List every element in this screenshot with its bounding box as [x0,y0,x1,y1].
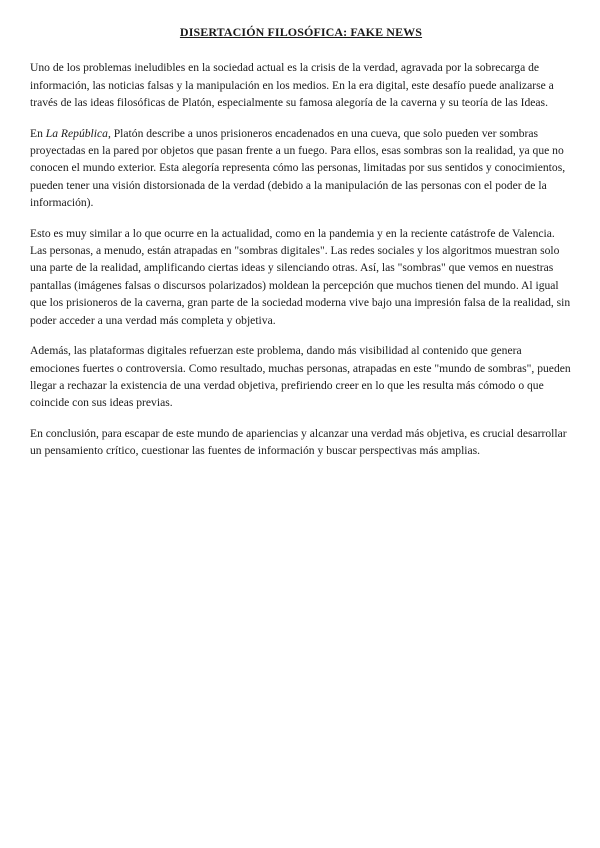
paragraph-prefix: En [30,126,46,140]
book-title-italic: La República [45,126,108,140]
paragraph-conclusion [30,425,572,460]
paragraph-text: Además, las plataformas digitales refuerzan este problema, dando más visibilidad al contenido que genera emociones fuertes o controversia. Como resultado, muchas personas, atrapadas en este "mundo de sombras", pueden llegar a rechazar la existencia de una verdad objetiva, prefiriendo creer en lo que les resulta más cómodo o que coincide con sus ideas previas. [30,344,571,410]
paragraph-text: , Platón describe a unos prisioneros encadenados en una cueva, que solo pueden ver sombras proyectadas en la pared por objetos que pasan frente a un fuego. Para ellos, esas sombras son la realidad, ya que no conocen el mundo exterior. Esta alegoría representa cómo las personas, limitadas por sus sentidos y conocimientos, pueden tener una visión distorsionada de la verdad (debido a la manipulación de las personas con el poder de la información). [30,126,566,210]
paragraph-text: Uno de los problemas ineludibles en la sociedad actual es la crisis de la verdad, agravada por la sobrecarga de información, las noticias falsas y la manipulación en los medios. En la era digital, este desafío puede analizarse a través de las ideas filosóficas de Platón, especialmente su famosa alegoría de la caverna y su teoría de las Ideas. [30,61,554,110]
paragraph-text: Esto es muy similar a lo que ocurre en la actualidad, como en la pandemia y en la reciente catástrofe de Valencia. Las personas, a menudo, están atrapadas en "sombras digitales". Las redes sociales y los algoritmos muestran solo una parte de la realidad, amplificando ciertas ideas y silenciando otras. Así, las "sombras" que vemos en nuestras pantallas (imágenes falsas o discursos polarizados) moldean la percepción que muchos tienen del mundo. Al igual que los prisioneros de la caverna, gran parte de la sociedad moderna vive bajo una impresión falsa de la realidad, sin poder acceder a una verdad más completa y objetiva. [30,226,571,327]
paragraph-text: En conclusión, para escapar de este mundo de apariencias y alcanzar una verdad más objetiva, es crucial desarrollar un pensamiento crítico, cuestionar las fuentes de información y buscar perspectivas más amplias. [30,426,567,458]
paragraph-platforms [30,342,572,412]
paragraph-digital-shadows [30,225,572,329]
paragraph-cave-allegory [30,125,572,212]
document-page [30,24,572,473]
document-title: DISERTACIÓN FILOSÓFICA: FAKE NEWS [179,25,423,39]
paragraph-intro [30,59,572,111]
